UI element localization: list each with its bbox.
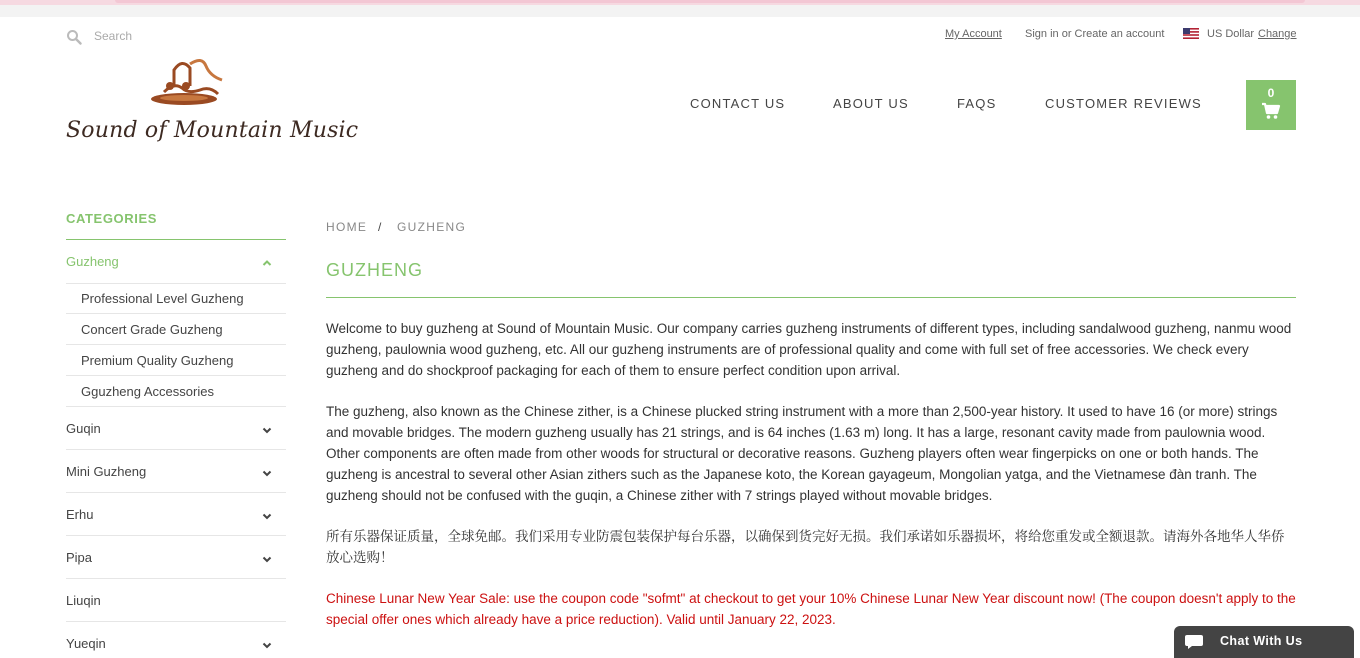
chevron-down-icon[interactable] — [262, 511, 272, 521]
search-icon[interactable] — [66, 29, 82, 45]
breadcrumb-current: GUZHENG — [397, 220, 467, 234]
category-liuqin[interactable] — [66, 579, 286, 622]
chevron-down-icon[interactable] — [262, 468, 272, 478]
breadcrumb-home[interactable]: HOME — [326, 220, 368, 234]
nav-about-us[interactable]: ABOUT US — [833, 96, 909, 111]
my-account-link[interactable]: My Account — [945, 28, 1002, 40]
category-guzheng[interactable] — [66, 241, 286, 284]
search-input[interactable] — [88, 25, 260, 47]
subcategory-premium-quality-guzheng[interactable] — [66, 346, 286, 376]
chevron-up-icon[interactable] — [262, 258, 272, 268]
nav-faqs[interactable]: FAQS — [957, 96, 997, 111]
subcategory-guzheng-accessories[interactable] — [66, 377, 286, 407]
top-bar — [0, 0, 1360, 17]
subcategory-concert-grade-guzheng[interactable] — [66, 315, 286, 345]
page-title: GUZHENG — [326, 260, 423, 280]
category-label: Erhu — [66, 507, 94, 522]
chat-bubble-icon — [1184, 633, 1204, 651]
logo-text: Sound of Mountain Music — [66, 118, 359, 143]
category-label: Yueqin — [66, 636, 106, 651]
category-guqin[interactable] — [66, 407, 286, 450]
cart-count: 0 — [1267, 86, 1275, 100]
or-text: or — [1061, 28, 1072, 40]
categories-heading: CATEGORIES — [66, 211, 157, 226]
subcategory-label: Professional Level Guzheng — [81, 291, 244, 306]
category-mini-guzheng[interactable] — [66, 450, 286, 493]
create-account-link[interactable]: Create an account — [1074, 28, 1165, 40]
chevron-down-icon[interactable] — [262, 640, 272, 650]
breadcrumb-separator: / — [378, 220, 382, 234]
category-label: Guzheng — [66, 254, 119, 269]
category-pipa[interactable] — [66, 536, 286, 579]
chevron-down-icon[interactable] — [262, 554, 272, 564]
category-label: Mini Guzheng — [66, 464, 147, 479]
category-yueqin[interactable] — [66, 622, 286, 653]
title-divider — [326, 297, 1296, 298]
currency-label: US Dollar — [1207, 28, 1255, 40]
chevron-down-icon[interactable] — [262, 425, 272, 435]
subcategory-label: Concert Grade Guzheng — [81, 322, 223, 337]
category-label: Pipa — [66, 550, 93, 565]
history-paragraph: The guzheng, also known as the Chinese zither, is a Chinese plucked string instrument with a more than 2,500-year history. It used to have 16 (or more) strings and movable bridges. The modern guzheng usually has 21 strings, and is 64 inches (1.63 m) long. It has a large, resonant cavity made from paulownia wood. Other components are often made from other woods for structural or decorative reasons. Guzheng players often wear fingerpicks on one or both hands. The guzheng is ancestral to several other Asian zithers such as the Japanese koto, the Korean gayageum, Mongolian yatga, and the Vietnamese đàn tranh. The guzheng should not be confused with the guqin, a Chinese zither with 7 strings played without movable bridges. — [326, 404, 1278, 503]
nav-contact-us[interactable]: CONTACT US — [690, 96, 786, 111]
category-erhu[interactable] — [66, 493, 286, 536]
chinese-paragraph: 所有乐器保证质量，全球免邮。我们采用专业防震包装保护每台乐器，以确保到货完好无损。我们承诺如乐器损坏，将给您重发或全额退款。请海外各地华人华侨放心选购！ — [326, 529, 1285, 565]
nav-customer-reviews[interactable]: CUSTOMER REVIEWS — [1045, 96, 1202, 111]
cart-button[interactable] — [1246, 80, 1296, 130]
categories-divider — [66, 239, 286, 240]
chat-widget-button[interactable] — [1174, 626, 1354, 658]
sign-in-link[interactable]: Sign in — [1025, 28, 1059, 40]
top-strip-highlight — [115, 0, 1305, 3]
intro-paragraph: Welcome to buy guzheng at Sound of Mountain Music. Our company carries guzheng instruments of different types, including sandalwood guzheng, nanmu wood guzheng, paulownia wood guzheng, etc. All our guzheng instruments are of professional quality and come with full set of free accessories. We check every guzheng and do shockproof packaging for each of them to ensure perfect condition upon arrival. — [326, 321, 1292, 378]
subcategory-label: Premium Quality Guzheng — [81, 353, 234, 368]
category-label: Guqin — [66, 421, 101, 436]
promo-paragraph: Chinese Lunar New Year Sale: use the coupon code "sofmt" at checkout to get your 10% Chinese Lunar New Year discount now! (The coupon doesn't apply to the special offer ones which already have a price reduction). Valid until January 22, 2023. — [326, 591, 1296, 627]
account-links — [1025, 28, 1164, 40]
change-currency-link[interactable]: Change — [1258, 28, 1297, 40]
subcategory-professional-level-guzheng[interactable] — [66, 284, 286, 314]
subcategory-label: Gguzheng Accessories — [81, 384, 214, 399]
cart-icon — [1261, 102, 1281, 120]
chat-label: Chat With Us — [1220, 634, 1303, 648]
category-label: Liuqin — [66, 593, 101, 608]
us-flag-icon — [1183, 28, 1199, 39]
